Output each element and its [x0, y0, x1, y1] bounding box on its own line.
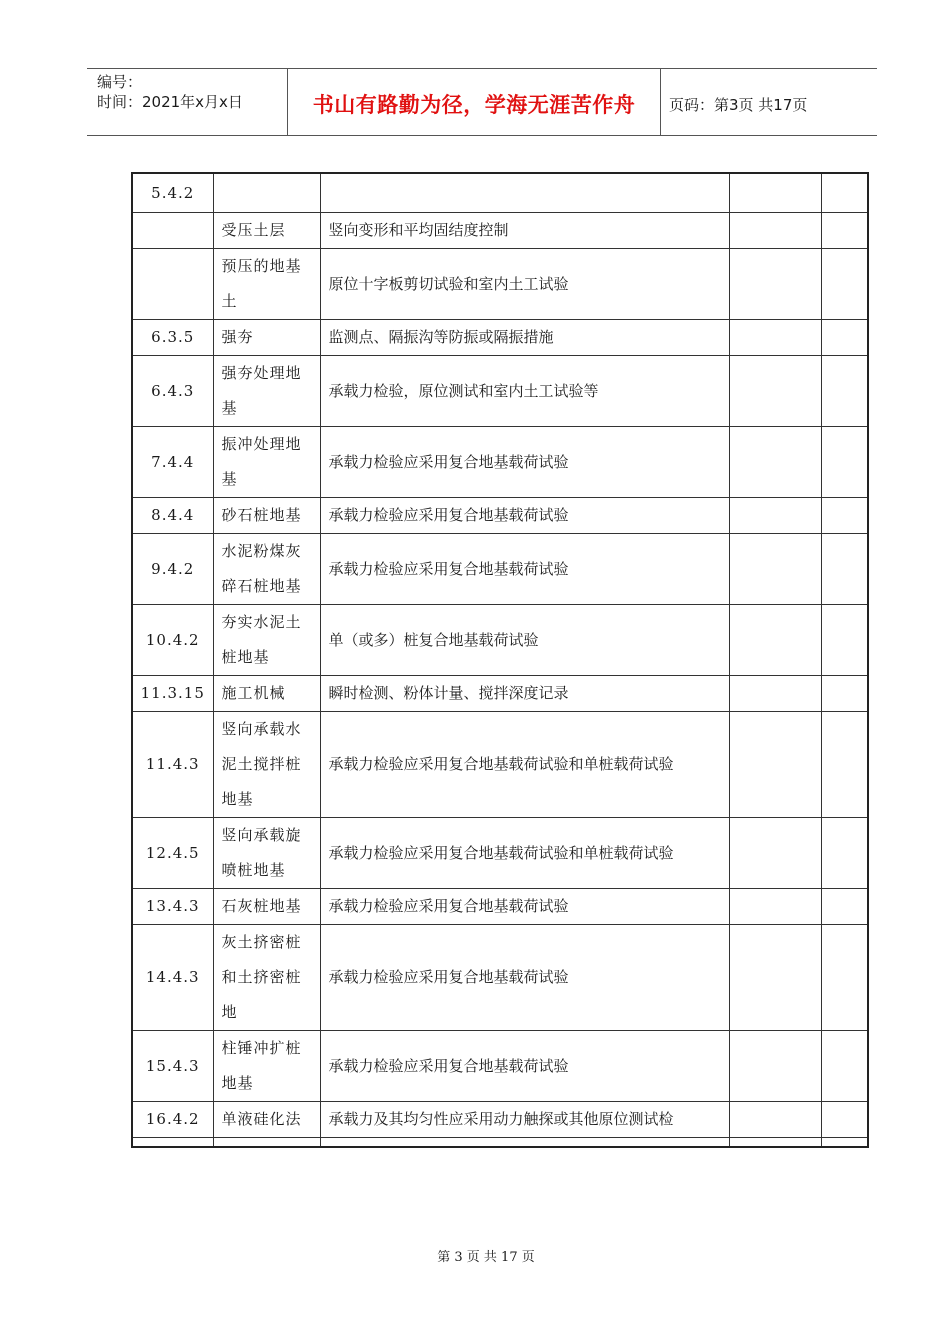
item-cell: 受压土层	[213, 213, 320, 249]
table-row	[133, 712, 867, 818]
content-cell: 承载力检验应采用复合地基载荷试验	[320, 1031, 729, 1102]
item-cell: 强夯处理地基	[213, 356, 320, 427]
content-cell: 承载力检验应采用复合地基载荷试验和单桩载荷试验	[320, 818, 729, 889]
page-header	[87, 68, 877, 136]
table-row	[133, 356, 867, 427]
content-cell: 承载力检验应采用复合地基载荷试验	[320, 925, 729, 1031]
blank-cell	[821, 249, 867, 320]
table-row	[133, 676, 867, 712]
blank-cell	[729, 427, 821, 498]
blank-cell	[729, 818, 821, 889]
table-row	[133, 1102, 867, 1138]
item-cell: 振冲处理地基	[213, 427, 320, 498]
item-cell: 砂石桩地基	[213, 498, 320, 534]
clause-cell: 8.4.4	[133, 498, 213, 534]
blank-cell	[729, 1102, 821, 1138]
blank-cell	[821, 213, 867, 249]
clause-cell: 5.4.2	[133, 174, 213, 213]
item-cell: 预压的地基土	[213, 249, 320, 320]
content-cell: 瞬时检测、粉体计量、搅拌深度记录	[320, 676, 729, 712]
table-tail-row	[133, 1138, 867, 1146]
clause-cell: 11.3.15	[133, 676, 213, 712]
blank-cell	[821, 1138, 867, 1146]
table-row	[133, 1031, 867, 1102]
blank-cell	[133, 1138, 213, 1146]
clause-cell: 13.4.3	[133, 889, 213, 925]
clause-cell	[133, 213, 213, 249]
blank-cell	[213, 1138, 320, 1146]
blank-cell	[821, 676, 867, 712]
content-cell: 竖向变形和平均固结度控制	[320, 213, 729, 249]
item-cell: 竖向承载旋喷桩地基	[213, 818, 320, 889]
clause-cell: 15.4.3	[133, 1031, 213, 1102]
content-cell: 监测点、隔振沟等防振或隔振措施	[320, 320, 729, 356]
table-row	[133, 889, 867, 925]
blank-cell	[729, 534, 821, 605]
blank-cell	[821, 1102, 867, 1138]
blank-cell	[729, 498, 821, 534]
blank-cell	[821, 427, 867, 498]
blank-cell	[821, 320, 867, 356]
header-motto: 书山有路勤为径，学海无涯苦作舟	[287, 69, 661, 135]
clause-cell: 7.4.4	[133, 427, 213, 498]
blank-cell	[729, 174, 821, 213]
header-page-number: 页码：第3页 共17页	[669, 95, 808, 114]
content-cell: 承载力检验应采用复合地基载荷试验	[320, 427, 729, 498]
blank-cell	[821, 498, 867, 534]
content-cell	[320, 174, 729, 213]
inspection-table-body	[133, 174, 867, 1146]
blank-cell	[729, 1138, 821, 1146]
blank-cell	[821, 534, 867, 605]
blank-cell	[729, 605, 821, 676]
table-row	[133, 320, 867, 356]
table-row	[133, 498, 867, 534]
item-cell: 柱锤冲扩桩地基	[213, 1031, 320, 1102]
clause-cell: 6.4.3	[133, 356, 213, 427]
blank-cell	[821, 925, 867, 1031]
clause-cell: 10.4.2	[133, 605, 213, 676]
content-cell: 承载力检验，原位测试和室内土工试验等	[320, 356, 729, 427]
table-row	[133, 818, 867, 889]
page-footer: 第 3 页 共 17 页	[437, 1250, 535, 1265]
blank-cell	[729, 925, 821, 1031]
table-row	[133, 534, 867, 605]
content-cell: 承载力检验应采用复合地基载荷试验	[320, 534, 729, 605]
clause-cell: 9.4.2	[133, 534, 213, 605]
inspection-table	[131, 172, 869, 1148]
header-meta	[87, 69, 287, 135]
blank-cell	[729, 712, 821, 818]
blank-cell	[821, 1031, 867, 1102]
blank-cell	[729, 356, 821, 427]
clause-cell: 11.4.3	[133, 712, 213, 818]
document-number-label: 编号：	[97, 73, 143, 91]
content-cell: 原位十字板剪切试验和室内土工试验	[320, 249, 729, 320]
blank-cell	[729, 676, 821, 712]
table-row	[133, 174, 867, 213]
table-row	[133, 925, 867, 1031]
blank-cell	[729, 1031, 821, 1102]
clause-cell	[133, 249, 213, 320]
item-cell: 水泥粉煤灰碎石桩地基	[213, 534, 320, 605]
blank-cell	[729, 213, 821, 249]
clause-cell: 16.4.2	[133, 1102, 213, 1138]
item-cell: 单液硅化法	[213, 1102, 320, 1138]
blank-cell	[320, 1138, 729, 1146]
blank-cell	[821, 356, 867, 427]
blank-cell	[821, 174, 867, 213]
content-cell: 承载力检验应采用复合地基载荷试验和单桩载荷试验	[320, 712, 729, 818]
clause-cell: 12.4.5	[133, 818, 213, 889]
item-cell: 夯实水泥土桩地基	[213, 605, 320, 676]
blank-cell	[821, 889, 867, 925]
content-cell: 单（或多）桩复合地基载荷试验	[320, 605, 729, 676]
item-cell: 施工机械	[213, 676, 320, 712]
blank-cell	[821, 712, 867, 818]
blank-cell	[729, 889, 821, 925]
item-cell: 灰土挤密桩和土挤密桩地	[213, 925, 320, 1031]
table-row	[133, 605, 867, 676]
blank-cell	[729, 320, 821, 356]
content-cell: 承载力检验应采用复合地基载荷试验	[320, 498, 729, 534]
blank-cell	[821, 818, 867, 889]
clause-cell: 14.4.3	[133, 925, 213, 1031]
table-row	[133, 427, 867, 498]
content-cell: 承载力检验应采用复合地基载荷试验	[320, 889, 729, 925]
item-cell	[213, 174, 320, 213]
content-cell: 承载力及其均匀性应采用动力触探或其他原位测试检	[320, 1102, 729, 1138]
item-cell: 竖向承载水泥土搅拌桩地基	[213, 712, 320, 818]
blank-cell	[729, 249, 821, 320]
table-row	[133, 213, 867, 249]
item-cell: 强夯	[213, 320, 320, 356]
clause-cell: 6.3.5	[133, 320, 213, 356]
item-cell: 石灰桩地基	[213, 889, 320, 925]
blank-cell	[821, 605, 867, 676]
table-row	[133, 249, 867, 320]
document-date-label: 时间：2021年x月x日	[97, 93, 243, 111]
